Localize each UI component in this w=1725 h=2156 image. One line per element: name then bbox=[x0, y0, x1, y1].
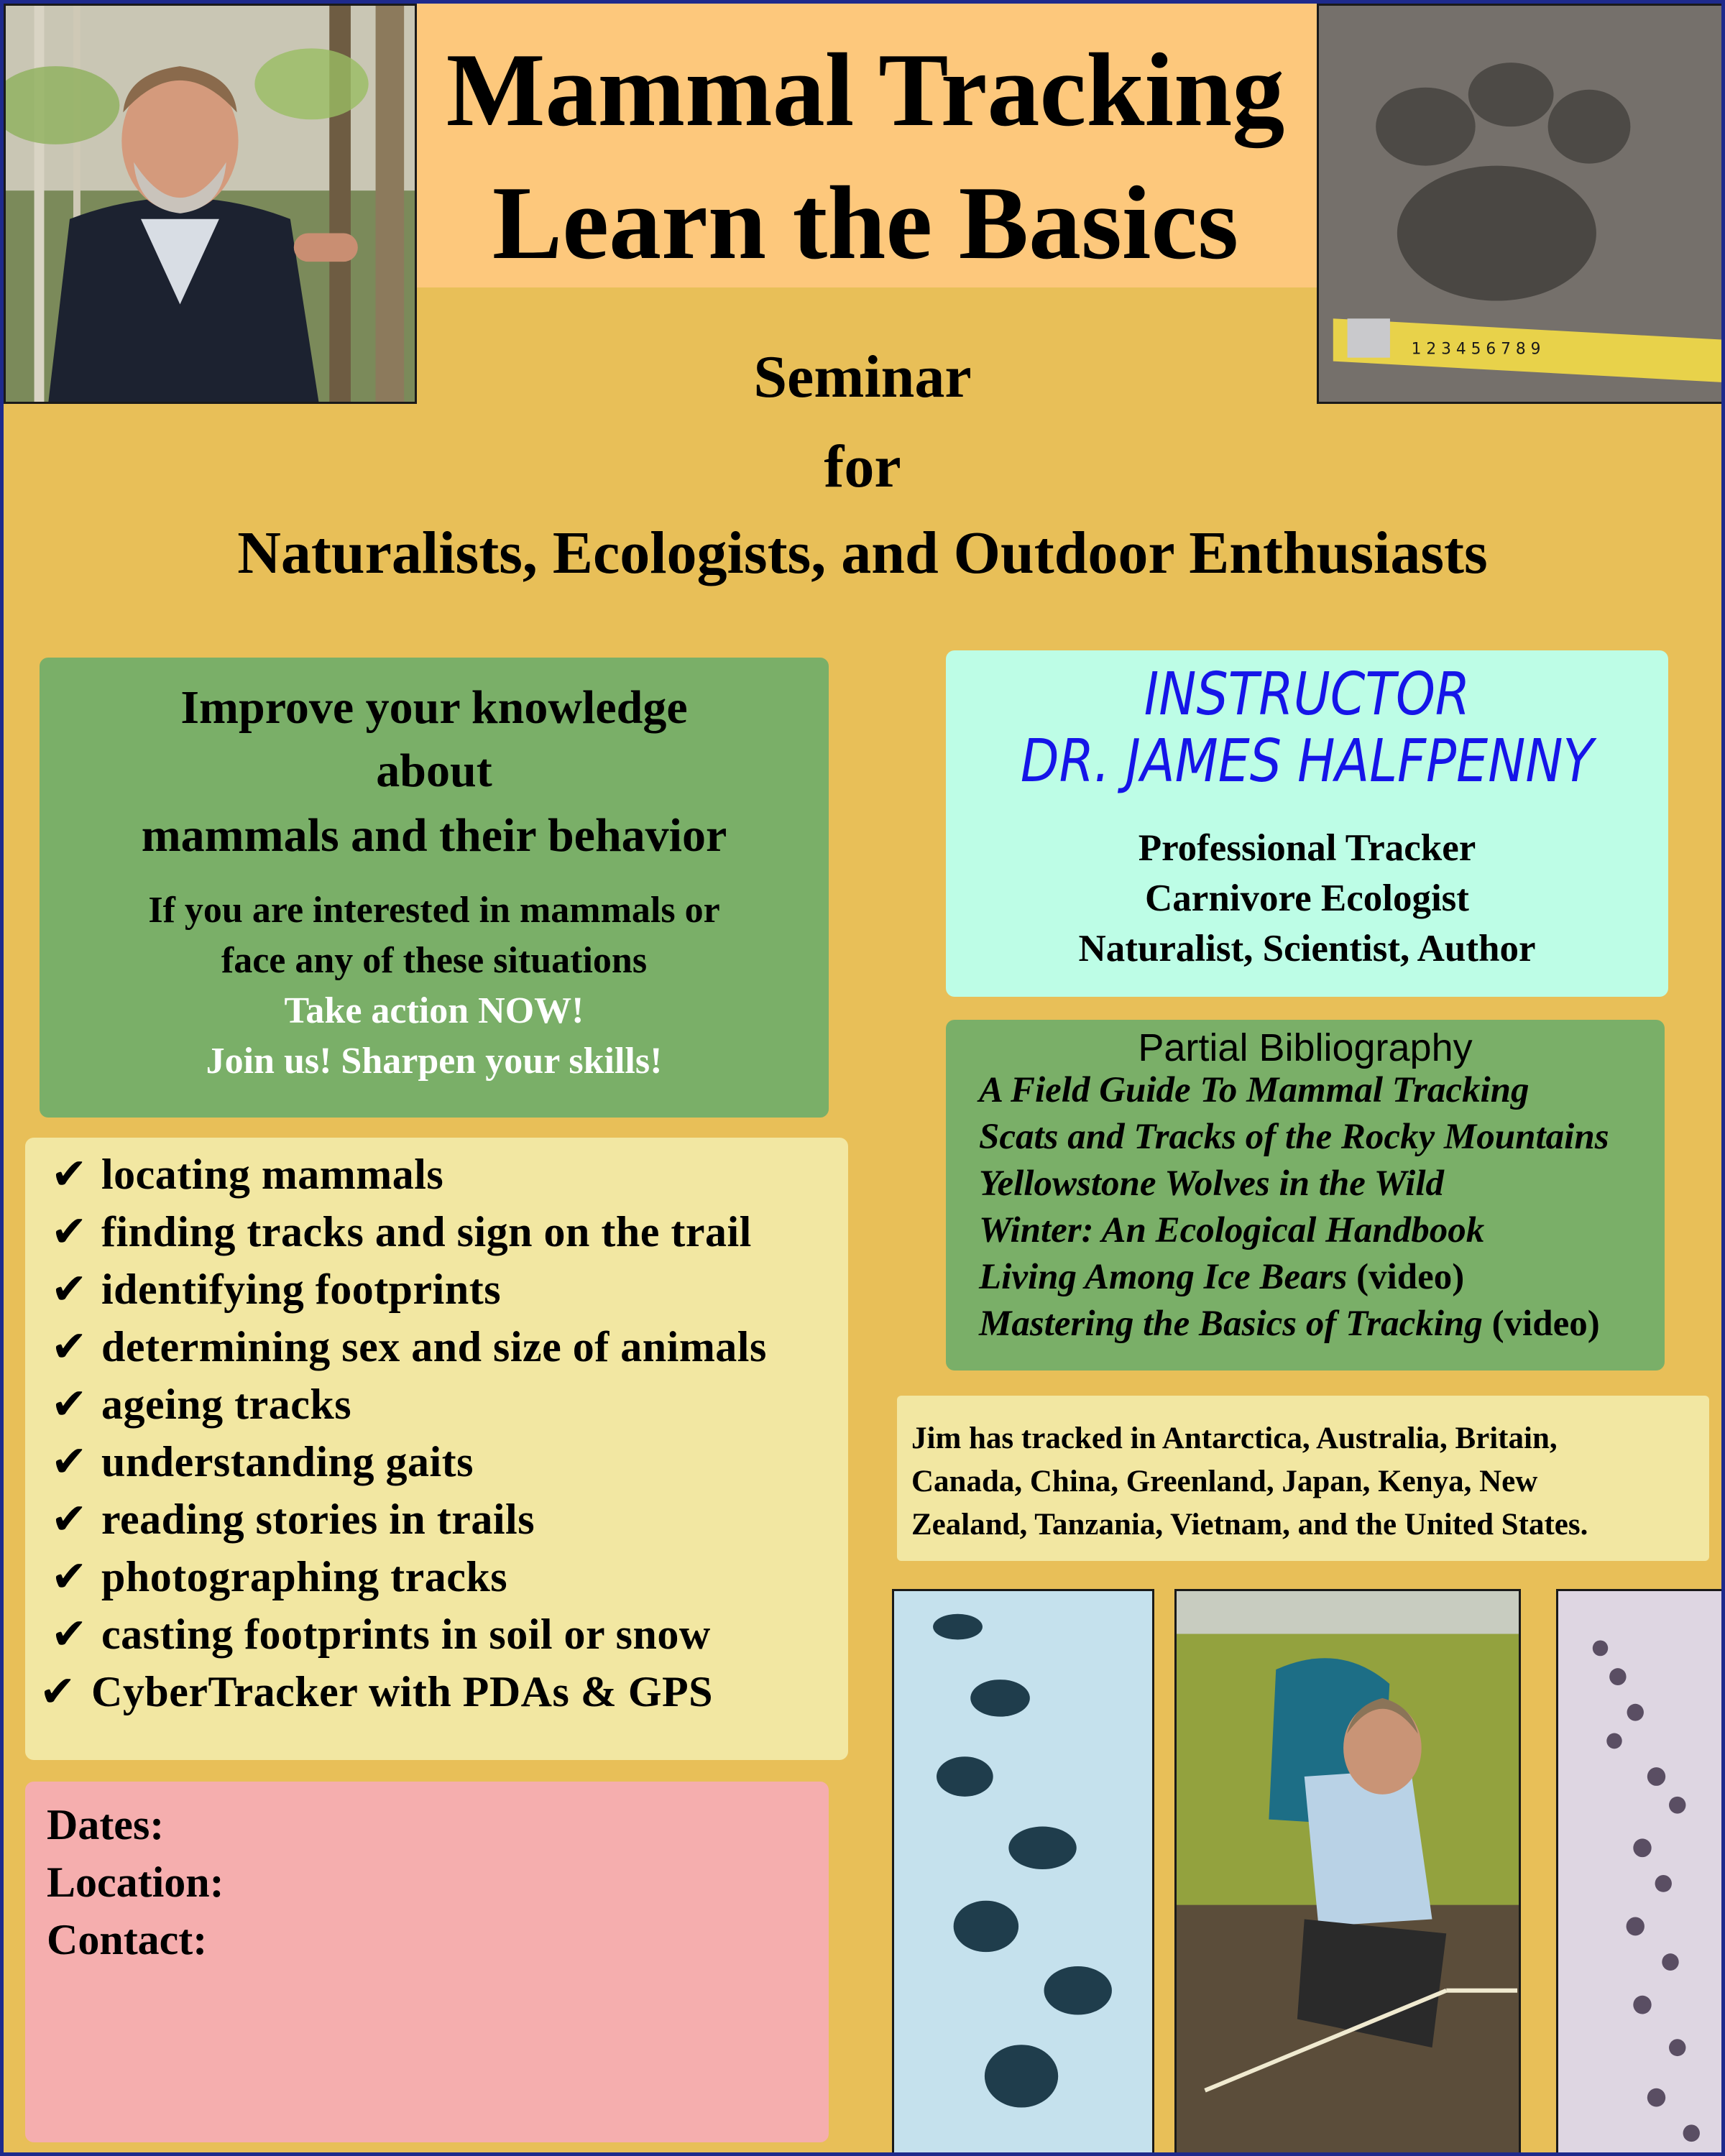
seminar-line-1: Seminar bbox=[753, 344, 972, 410]
checkmark-icon: ✔ bbox=[51, 1149, 88, 1199]
checkmark-icon: ✔ bbox=[51, 1494, 88, 1544]
list-item: ✔ locating mammals bbox=[51, 1149, 444, 1199]
travel-line-1: Jim has tracked in Antarctica, Australia, Britain, bbox=[911, 1422, 1558, 1455]
bibliography-item: A Field Guide To Mammal Tracking bbox=[979, 1070, 1530, 1110]
improve-body-line-1: If you are interested in mammals or bbox=[148, 890, 720, 931]
seminar-line-2: for bbox=[824, 433, 901, 500]
instructor-role-2: Carnivore Ecologist bbox=[1145, 877, 1469, 919]
contact-label: Contact: bbox=[47, 1916, 208, 1963]
improve-heading-line-2: about bbox=[376, 745, 492, 797]
list-item: ✔ reading stories in trails bbox=[51, 1494, 535, 1544]
bibliography-item: Living Among Ice Bears (video) bbox=[979, 1257, 1465, 1297]
bibliography-item: Scats and Tracks of the Rocky Mountains bbox=[979, 1117, 1609, 1157]
checkmark-icon: ✔ bbox=[51, 1437, 88, 1487]
instructor-role-3: Naturalist, Scientist, Author bbox=[1078, 928, 1536, 969]
list-item: ✔ casting footprints in soil or snow bbox=[51, 1609, 711, 1659]
improve-action-line-2: Join us! Sharpen your skills! bbox=[206, 1041, 663, 1082]
seminar-line-3: Naturalists, Ecologists, and Outdoor Enthusiasts bbox=[237, 520, 1488, 586]
checklist-box bbox=[25, 1138, 848, 1760]
bibliography-item: Yellowstone Wolves in the Wild bbox=[979, 1164, 1445, 1204]
event-details-box bbox=[25, 1782, 829, 2142]
checkmark-icon: ✔ bbox=[51, 1264, 88, 1314]
list-item: ✔ photographing tracks bbox=[51, 1552, 508, 1602]
list-item: ✔ finding tracks and sign on the trail bbox=[51, 1207, 752, 1257]
list-item: ✔ understanding gaits bbox=[51, 1437, 474, 1487]
photo-snow-tracks bbox=[892, 1589, 1154, 2156]
checkmark-icon: ✔ bbox=[51, 1207, 88, 1257]
bibliography-heading: Partial Bibliography bbox=[1138, 1026, 1473, 1069]
list-item: ✔ ageing tracks bbox=[51, 1379, 352, 1429]
improve-heading-line-3: mammals and their behavior bbox=[141, 809, 727, 862]
instructor-role-1: Professional Tracker bbox=[1138, 827, 1476, 869]
checkmark-icon: ✔ bbox=[51, 1609, 88, 1659]
improve-body-line-2: face any of these situations bbox=[221, 940, 648, 981]
travel-line-3: Zealand, Tanzania, Vietnam, and the United States. bbox=[911, 1508, 1588, 1542]
svg-text:1 2 3 4 5 6 7 8: 1 2 3 4 5 6 7 8 9 bbox=[1411, 340, 1541, 359]
location-label: Location: bbox=[47, 1858, 224, 1906]
bibliography-list bbox=[979, 1067, 1609, 1348]
page-title-line-1: Mammal Tracking bbox=[446, 32, 1285, 148]
checkmark-icon: ✔ bbox=[51, 1379, 88, 1429]
improve-box bbox=[40, 658, 829, 1118]
checkmark-icon: ✔ bbox=[51, 1322, 88, 1372]
photo-instructor-in-field bbox=[1174, 1589, 1521, 2156]
photo-small-tracks-snow bbox=[1556, 1589, 1725, 2156]
bibliography-item: Winter: An Ecological Handbook bbox=[979, 1210, 1485, 1250]
checkmark-icon: ✔ bbox=[51, 1552, 88, 1602]
travel-box bbox=[897, 1396, 1709, 1561]
travel-line-2: Canada, China, Greenland, Japan, Kenya, New bbox=[911, 1465, 1538, 1498]
improve-heading-line-1: Improve your knowledge bbox=[180, 681, 688, 734]
page-title-line-2: Learn the Basics bbox=[492, 165, 1239, 281]
list-item: ✔ CyberTracker with PDAs & GPS bbox=[40, 1667, 714, 1717]
bibliography-box bbox=[946, 1020, 1665, 1370]
instructor-name: DR. JAMES HALFPENNY bbox=[1020, 727, 1594, 796]
dates-label: Dates: bbox=[47, 1801, 165, 1848]
bibliography-item: Mastering the Basics of Tracking (video) bbox=[979, 1304, 1600, 1344]
improve-action-line-1: Take action NOW! bbox=[284, 990, 584, 1031]
checkmark-icon: ✔ bbox=[40, 1667, 76, 1717]
instructor-box bbox=[946, 650, 1668, 997]
list-item: ✔ determining sex and size of animals bbox=[51, 1322, 767, 1372]
instructor-label: INSTRUCTOR bbox=[1144, 660, 1471, 729]
list-item: ✔ identifying footprints bbox=[51, 1264, 502, 1314]
